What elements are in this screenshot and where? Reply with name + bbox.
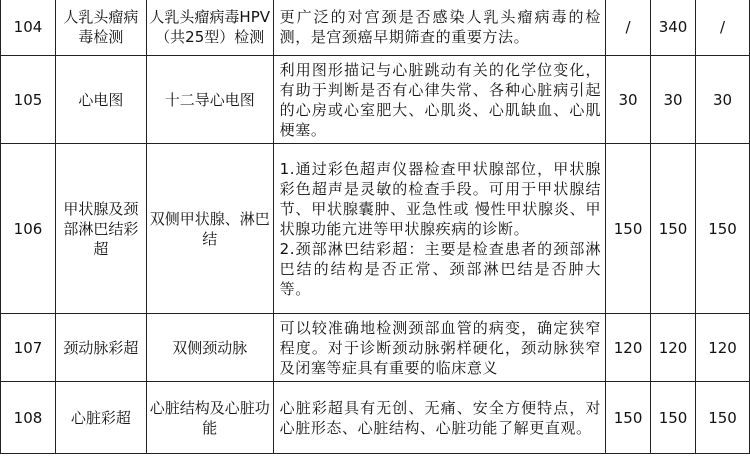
price-cell: 150 xyxy=(696,144,750,314)
price-cell: 150 xyxy=(606,144,651,314)
exam-description: 心脏彩超具有无创、无痛、安全方便特点，对心脏形态、心脏结构、心脏功能了解更直观。 xyxy=(273,382,605,454)
exam-description: 可以较准确地检测颈部血管的病变，确定狭窄程度。对于诊断颈动脉粥样硬化，颈动脉狭窄及闭塞等症具有重要的临床意义 xyxy=(273,314,605,382)
table-row xyxy=(1,0,750,56)
item-number: 107 xyxy=(1,314,56,382)
price-cell: 150 xyxy=(606,382,651,454)
exam-description: 更广泛的对宫颈是否感染人乳头瘤病毒的检测，是宫颈癌早期筛查的重要方法。 xyxy=(273,0,605,56)
exam-item: 心脏结构及心脏功能 xyxy=(146,382,273,454)
exam-description xyxy=(273,144,605,314)
price-cell: 340 xyxy=(651,0,696,56)
table-row xyxy=(1,314,750,382)
price-cell: 150 xyxy=(696,382,750,454)
price-cell: / xyxy=(606,0,651,56)
item-number: 104 xyxy=(1,0,56,56)
description-paragraph: 1.通过彩色超声仪器检查甲状腺部位，甲状腺彩色超声是灵敏的检查手段。可用于甲状腺结节、甲状腺囊肿、亚急性或 慢性甲状腺炎、甲状腺功能亢进等甲状腺疾病的诊断。 xyxy=(279,159,602,238)
table-row xyxy=(1,382,750,454)
price-cell: 120 xyxy=(606,314,651,382)
table-row xyxy=(1,144,750,314)
item-number: 106 xyxy=(1,144,56,314)
item-number: 105 xyxy=(1,56,56,144)
exam-item: 人乳头瘤病毒HPV（共25型）检测 xyxy=(146,0,273,56)
price-cell: 30 xyxy=(651,56,696,144)
exam-name: 甲状腺及颈部淋巴结彩超 xyxy=(55,144,146,314)
exam-name: 颈动脉彩超 xyxy=(55,314,146,382)
exam-item: 十二导心电图 xyxy=(146,56,273,144)
exam-item: 双侧甲状腺、淋巴结 xyxy=(146,144,273,314)
exam-name: 人乳头瘤病毒检测 xyxy=(55,0,146,56)
price-cell: 30 xyxy=(696,56,750,144)
description-paragraph: 2.颈部淋巴结彩超：主要是检查患者的颈部淋巴结的结构是否正常、颈部淋巴结是否肿大等。 xyxy=(279,239,602,298)
price-cell: 150 xyxy=(651,144,696,314)
price-cell: 120 xyxy=(696,314,750,382)
exam-name: 心脏彩超 xyxy=(55,382,146,454)
price-cell: 150 xyxy=(651,382,696,454)
item-number: 108 xyxy=(1,382,56,454)
price-cell: 120 xyxy=(651,314,696,382)
price-cell: / xyxy=(696,0,750,56)
exam-name: 心电图 xyxy=(55,56,146,144)
exam-item: 双侧颈动脉 xyxy=(146,314,273,382)
exam-description: 利用图形描记与心脏跳动有关的化学位变化，有助于判断是否有心律失常、各种心脏病引起的心房或心室肥大、心肌炎、心肌缺血、心肌梗塞。 xyxy=(273,56,605,144)
table-row xyxy=(1,56,750,144)
price-cell: 30 xyxy=(606,56,651,144)
